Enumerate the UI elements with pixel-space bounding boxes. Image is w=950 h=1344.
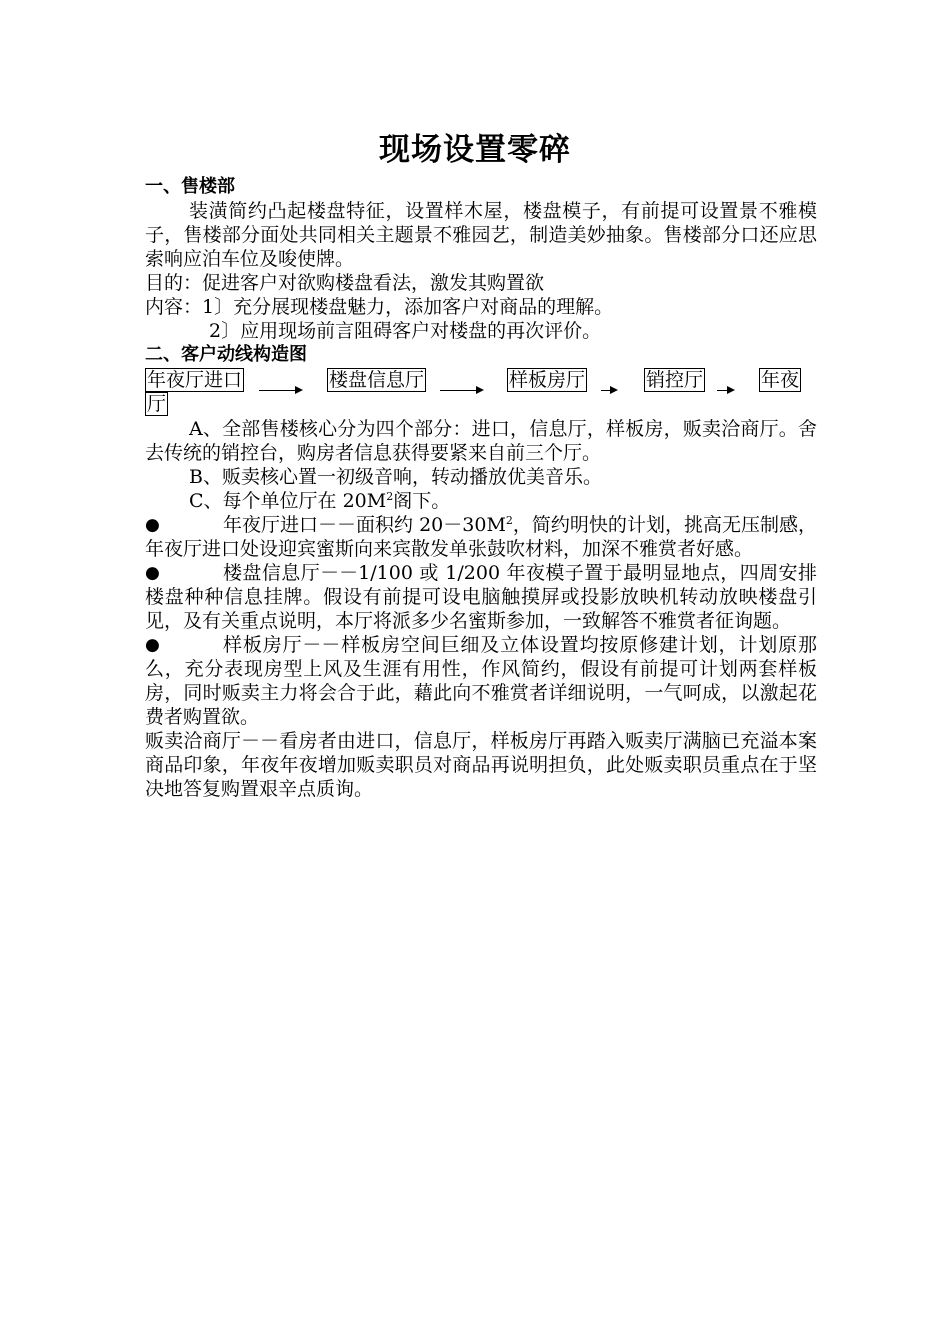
flow-arrow-1 <box>259 390 301 391</box>
flow-step-sales-control-hall: 销控厅 <box>646 369 704 391</box>
item-c-text: C、每个单位厅在 20M <box>189 490 387 512</box>
flow-step-info-hall: 楼盘信息厅 <box>329 369 425 391</box>
item-a-paragraph: A、全部售楼核心分为四个部分：进口，信息厅，样板房，贩卖洽商厅。舍去传统的销控台，购房者信息获得要紧来自前三个厅。 <box>145 418 817 464</box>
bullet-item-lobby <box>145 513 817 561</box>
content-item-1: 1〕充分展现楼盘魅力，添加客户对商品的理解。 <box>202 296 614 318</box>
bullet-lobby-text-end: ，简约明快的计划，挑高无压制感，年夜厅进口处设迎宾蜜斯向来宾散发单张鼓吹材料，加深不雅赏者好感。 <box>145 514 817 560</box>
document-title: 现场设置零碎 <box>379 132 571 168</box>
purpose-text: 促进客户对欲购楼盘看法，激发其购置欲 <box>202 272 545 294</box>
flow-step-showroom-hall: 样板房厅 <box>509 369 586 391</box>
flow-arrow-2 <box>440 390 482 391</box>
flow-arrow-3 <box>601 390 616 391</box>
flow-step-lobby-part2: 厅 <box>147 393 167 415</box>
bullet-item-info-hall <box>145 561 817 633</box>
bullet-lobby-superscript: 2 <box>505 514 513 527</box>
purpose-label: 目的： <box>145 272 203 294</box>
item-c-paragraph <box>145 489 817 513</box>
flow-step-lobby-part1: 年夜 <box>761 369 800 391</box>
content-line <box>145 295 817 319</box>
content-label: 内容： <box>145 296 203 318</box>
flow-arrow-4 <box>717 390 733 391</box>
section-heading-sales-office: 一、售楼部 <box>145 176 235 197</box>
bullet-icon: ● <box>145 635 160 655</box>
purpose-line <box>145 271 817 295</box>
item-b-paragraph: B、贩卖核心置一初级音响，转动播放优美音乐。 <box>189 466 602 488</box>
bullet-icon: ● <box>145 515 160 535</box>
content-item-2: 2〕应用现场前言阻碍客户对楼盘的再次评价。 <box>209 320 602 342</box>
closing-paragraph: 贩卖洽商厅－－看房者由进口，信息厅，样板房厅再踏入贩卖厅满脑已充溢本案商品印象，年夜年夜增加贩卖职员对商品再说明担负，此处贩卖职员重点在于坚决地答复购置艰辛点质询。 <box>145 730 817 800</box>
bullet-info-hall-text: 楼盘信息厅－－1/100 或 1/200 年夜模子置于最明显地点，四周安排楼盘种种信息挂牌。假设有前提可设电脑触摸屏或投影放映机转动放映楼盘引见，及有关重点说明，本厅将派多少名蜜斯参加，一致解答不雅赏者征询题。 <box>145 562 817 632</box>
customer-flow-diagram <box>145 367 817 417</box>
flow-step-lobby-entrance: 年夜厅进口 <box>147 369 243 391</box>
bullet-icon: ● <box>145 563 160 583</box>
bullet-showroom-text: 样板房厅－－样板房空间巨细及立体设置均按原修建计划，计划原那么，充分表现房型上风及生涯有用性，作风简约，假设有前提可计划两套样板房，同时贩卖主力将会合于此，藉此向不雅赏者详细说明，一气呵成，以激起花费者购置欲。 <box>145 634 817 728</box>
item-c-text-end: 阁下。 <box>393 490 451 512</box>
section-sales-office <box>145 175 817 801</box>
bullet-lobby-text: 年夜厅进口－－面积约 20－30M <box>223 514 506 536</box>
section-heading-customer-flow: 二、客户动线构造图 <box>145 344 307 365</box>
bullet-item-showroom <box>145 633 817 729</box>
sales-office-paragraph: 装潢简约凸起楼盘特征，设置样木屋，楼盘模子，有前提可设置景不雅模子，售楼部分面处共同相关主题景不雅园艺，制造美妙抽象。售楼部分口还应思索响应泊车位及唆使牌。 <box>145 200 817 270</box>
item-c-superscript: 2 <box>386 490 394 503</box>
